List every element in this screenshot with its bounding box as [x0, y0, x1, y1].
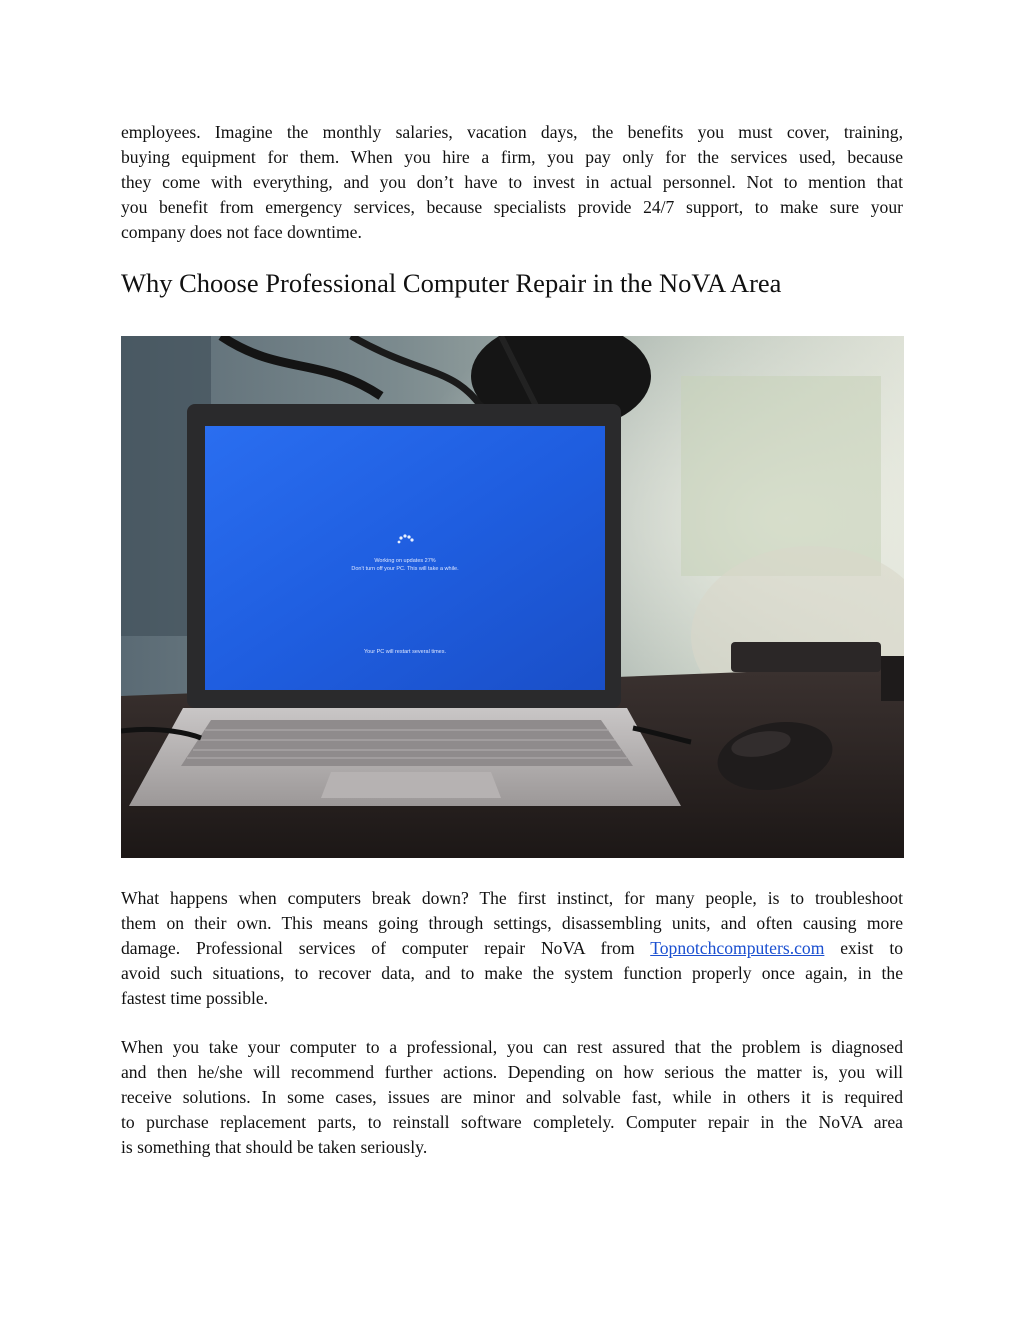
text-line: employees. Imagine the monthly salaries, vacation days, the benefits you must cover, training,	[121, 122, 903, 142]
section-heading: Why Choose Professional Computer Repair in the NoVA Area	[121, 268, 782, 298]
text-line: them on their own. This means going through settings, disassembling units, and often causing more	[121, 913, 903, 933]
text-line: fastest time possible.	[121, 988, 269, 1008]
text-line: company does not face downtime.	[121, 222, 362, 242]
laptop-photo	[121, 336, 904, 858]
text-line: to purchase replacement parts, to reinstall software completely. Computer repair in the NoVA area	[121, 1112, 903, 1132]
paragraph-break-down	[121, 886, 903, 1011]
text-line: you benefit from emergency services, because specialists provide 24/7 support, to make sure your	[121, 197, 903, 217]
text-line: When you take your computer to a professional, you can rest assured that the problem is diagnosed	[121, 1037, 903, 1057]
text-fragment: exist to	[824, 938, 903, 958]
text-fragment: damage. Professional services of computer repair NoVA from	[121, 938, 651, 958]
laptop-photo-illustration	[121, 336, 904, 858]
text-line	[121, 936, 903, 961]
text-line: receive solutions. In some cases, issues are minor and solvable fast, while in others it is required	[121, 1087, 903, 1107]
text-line: and then he/she will recommend further actions. Depending on how serious the matter is, you will	[121, 1062, 903, 1082]
text-line: is something that should be taken seriously.	[121, 1137, 428, 1157]
screen-warning-line: Don't turn off your PC. This will take a while.	[351, 566, 459, 572]
text-line: they come with everything, and you don’t have to invest in actual personnel. Not to mention that	[121, 172, 903, 192]
paragraph-professional	[121, 1035, 903, 1160]
screen-status-line: Working on updates 27%	[374, 558, 436, 564]
text-line: avoid such situations, to recover data, and to make the system function properly once again, in the	[121, 963, 903, 983]
text-line: What happens when computers break down? The first instinct, for many people, is to troubleshoot	[121, 888, 903, 908]
topnotchcomputers-link[interactable]: Topnotchcomputers.com	[650, 938, 825, 958]
text-line: buying equipment for them. When you hire a firm, you pay only for the services used, because	[121, 147, 903, 167]
screen-restart-line: Your PC will restart several times.	[363, 649, 447, 655]
paragraph-intro	[121, 120, 903, 245]
